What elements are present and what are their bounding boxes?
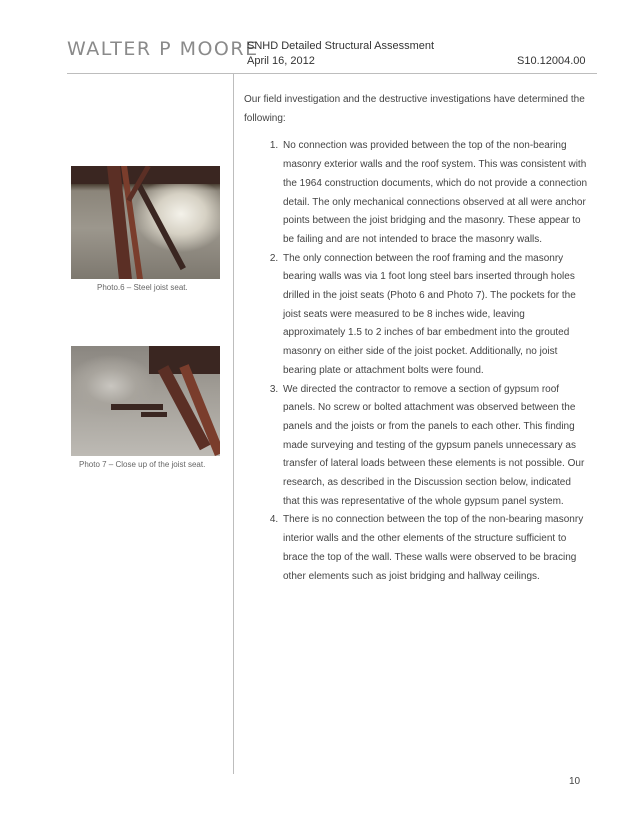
intro-paragraph: Our field investigation and the destructive investigations have determined the following: (244, 94, 585, 124)
page-number: 10 (569, 776, 581, 787)
photo-7-caption: Photo 7 – Close up of the joist seat. (79, 460, 206, 469)
photo-7-joist-seat-closeup (71, 346, 220, 456)
document-date: April 16, 2012 (247, 55, 315, 67)
findings-list (244, 137, 589, 586)
finding-item: 4. There is no connection between the top of the non-bearing masonry interior walls and the other elements of the structure sufficient to brace the top of the wall. These walls were observed to be bracing other elements such as joist bridging and hallway ceilings. (281, 511, 589, 586)
column-divider (233, 74, 234, 774)
company-logo: WALTER P MOORE (67, 38, 259, 60)
project-number: S10.12004.00 (517, 55, 586, 67)
photo-6-caption: Photo.6 – Steel joist seat. (97, 283, 188, 292)
finding-item: 2. The only connection between the roof framing and the masonry bearing walls was via 1 foot long steel bars inserted through holes drilled in the joist seats (Photo 6 and Photo 7). The pockets for the joist seats were measured to be 8 inches wide, leaving approximately 1.5 to 2 inches of bar embedment into the grouted masonry on either side of the joist pocket. Additionally, no joist bearing plate or attachment bolts were found. (281, 250, 589, 381)
photo-6-steel-joist-seat (71, 166, 220, 279)
finding-item: 3. We directed the contractor to remove a section of gypsum roof panels. No screw or bolted attachment was observed between the panels and the joists or from the panels to each other. This finding made surveying and testing of the gypsum panels unnecessary as transfer of lateral loads between these elements is not possible. Our research, as described in the Discussion section below, indicated that this was representative of the whole gypsum panel system. (281, 381, 589, 512)
findings-section (244, 91, 589, 586)
header-divider (67, 73, 597, 74)
document-title: SNHD Detailed Structural Assessment (247, 40, 435, 52)
finding-item: 1. No connection was provided between the top of the non-bearing masonry exterior walls and the roof system. This was consistent with the 1964 construction documents, which do not provide a connection detail. The only mechanical connections observed at all were anchor points between the joist bridging and the masonry. These appear to be failing and are not intended to brace the masonry walls. (281, 137, 589, 249)
